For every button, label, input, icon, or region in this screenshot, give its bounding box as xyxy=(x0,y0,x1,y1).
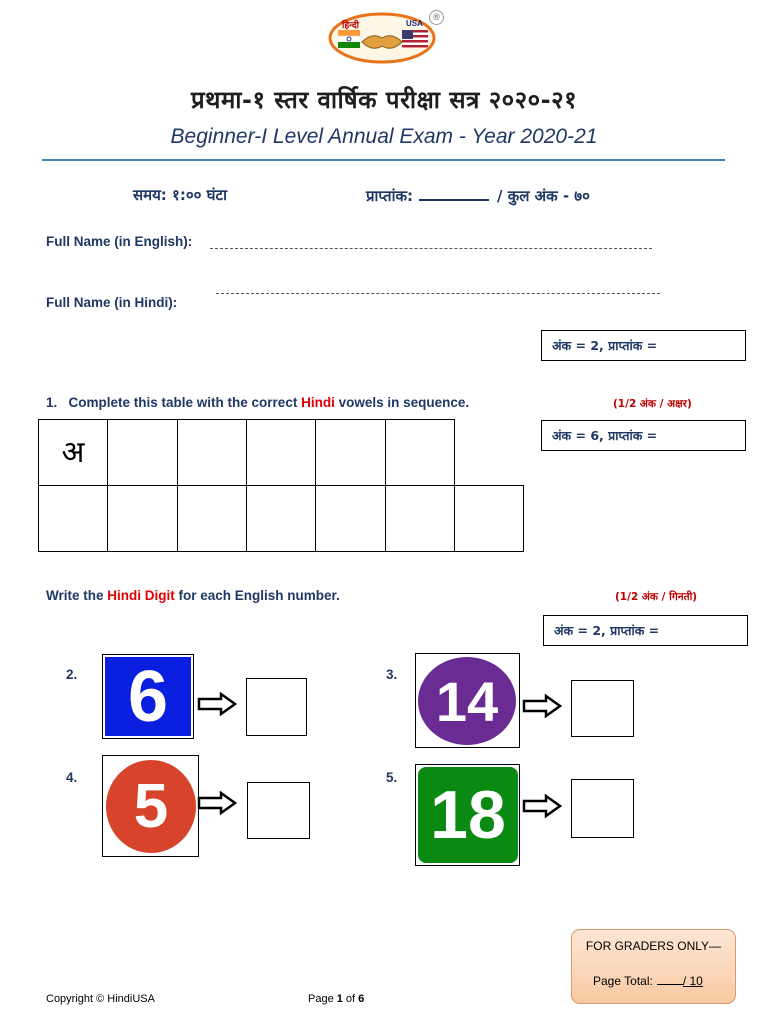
question-1-number: 1. xyxy=(46,395,58,410)
full-name-english-field[interactable] xyxy=(210,248,652,249)
arrow-right-icon xyxy=(197,692,237,716)
vowel-cell-10[interactable] xyxy=(246,485,316,552)
vowel-cell-3[interactable] xyxy=(177,419,247,486)
page-of: of xyxy=(342,993,359,1005)
page-total-line xyxy=(593,973,703,988)
answer-box-3[interactable] xyxy=(571,680,634,737)
section-2-highlight: Hindi Digit xyxy=(107,588,175,603)
number-value: 6 xyxy=(105,657,191,736)
full-name-hindi-field[interactable] xyxy=(216,293,660,294)
page-total-blank[interactable] xyxy=(657,973,683,985)
score-line xyxy=(366,185,590,206)
digit-marks-box: अंक = 2, प्राप्तांक = xyxy=(543,615,748,646)
score-label: प्राप्तांक: xyxy=(366,187,413,205)
number-image-14 xyxy=(415,653,520,748)
question-2-number: 2. xyxy=(66,667,78,682)
vowel-marks-box: अंक = 6, प्राप्तांक = xyxy=(541,420,746,451)
name-marks-box: अंक = 2, प्राप्तांक = xyxy=(541,330,746,361)
question-1-highlight: Hindi xyxy=(301,395,335,410)
page-title-english: Beginner-I Level Annual Exam - Year 2020-21 xyxy=(170,125,598,148)
vowel-cell-6[interactable] xyxy=(385,419,455,486)
grader-title: FOR GRADERS ONLY— xyxy=(585,939,722,953)
vowel-cell-12[interactable] xyxy=(385,485,455,552)
number-value: 18 xyxy=(418,767,518,863)
question-3-number: 3. xyxy=(386,667,398,682)
score-blank[interactable] xyxy=(419,185,489,201)
number-image-18 xyxy=(415,764,520,866)
page-total: 6 xyxy=(358,993,365,1005)
page-title-hindi: प्रथमा-१ स्तर वार्षिक परीक्षा सत्र २०२०-२१ xyxy=(190,86,578,114)
page-prefix: Page xyxy=(308,993,337,1005)
hindiusa-logo xyxy=(328,12,436,64)
vowel-cell-5[interactable] xyxy=(315,419,386,486)
answer-box-5[interactable] xyxy=(571,779,634,838)
answer-box-4[interactable] xyxy=(247,782,310,839)
page-total-value: / 10 xyxy=(682,974,703,988)
vowel-cell-2[interactable] xyxy=(107,419,178,486)
question-4-number: 4. xyxy=(66,770,78,785)
logo-hindi-text: हिन्दी xyxy=(342,21,360,31)
section-2-text-before: Write the xyxy=(46,588,108,603)
section-2-instruction xyxy=(46,588,340,603)
full-name-english-label: Full Name (in English): xyxy=(46,234,193,249)
question-5-number: 5. xyxy=(386,770,398,785)
question-1-note: (1/2 अंक / अक्षर) xyxy=(613,398,692,410)
arrow-right-icon xyxy=(197,791,237,815)
question-1-text-before: Complete this table with the correct xyxy=(68,395,302,410)
section-2-note: (1/2 अंक / गिनती) xyxy=(615,591,698,603)
answer-box-2[interactable] xyxy=(246,678,307,736)
arrow-right-icon xyxy=(522,794,562,818)
question-1 xyxy=(46,395,469,410)
vowel-cell-7[interactable] xyxy=(38,485,108,552)
total-label: / कुल अंक - ७० xyxy=(497,187,590,205)
number-value: 14 xyxy=(418,657,516,745)
question-1-text-after: vowels in sequence. xyxy=(334,395,470,410)
full-name-hindi-label: Full Name (in Hindi): xyxy=(46,295,178,310)
vowel-cell-13[interactable] xyxy=(454,485,524,552)
page-number xyxy=(308,993,364,1005)
copyright: Copyright © HindiUSA xyxy=(46,993,155,1005)
vowel-cell-8[interactable] xyxy=(107,485,178,552)
grader-box xyxy=(571,929,736,1004)
vowel-cell-1: अ xyxy=(38,419,108,486)
vowel-cell-9[interactable] xyxy=(177,485,247,552)
section-2-text-after: for each English number. xyxy=(174,588,340,603)
number-value: 5 xyxy=(106,760,196,853)
title-divider xyxy=(42,159,725,161)
registered-mark: ® xyxy=(429,10,444,25)
time-label: समय: १:०० घंटा xyxy=(133,186,227,204)
vowel-cell-11[interactable] xyxy=(315,485,386,552)
vowel-cell-4[interactable] xyxy=(246,419,316,486)
page-total-label: Page Total: xyxy=(593,974,653,988)
number-image-5 xyxy=(102,755,199,857)
logo-usa-text: USA xyxy=(406,19,423,28)
number-image-6 xyxy=(102,654,194,739)
arrow-right-icon xyxy=(522,694,562,718)
page-current: 1 xyxy=(336,993,343,1005)
